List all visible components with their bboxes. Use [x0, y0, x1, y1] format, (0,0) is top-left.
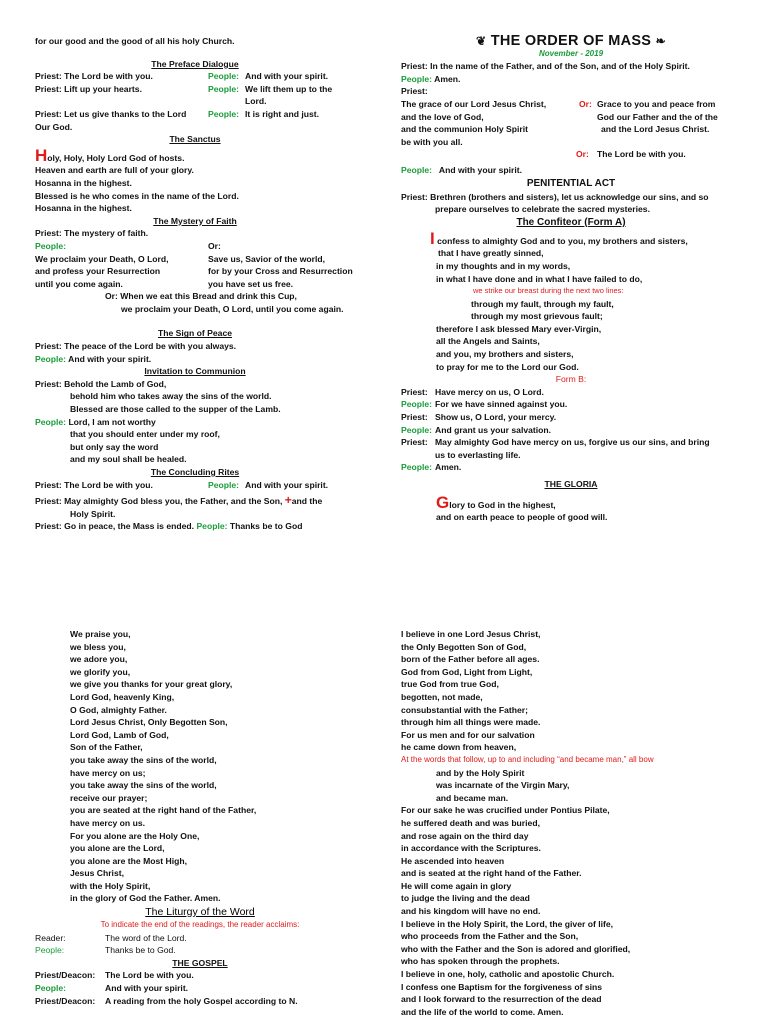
gospel-text: A reading from the holy Gospel according to N.: [105, 995, 298, 1006]
creed-line: I believe in one, holy, catholic and apostolic Church.: [401, 969, 615, 980]
gloria-line: you alone are the Most High,: [70, 855, 187, 866]
order-title: ❦ THE ORDER OF MASS ❧: [476, 33, 666, 49]
opening-people: People: Amen.: [401, 73, 461, 84]
gloria-line: O God, almighty Father.: [70, 704, 167, 715]
form-b-text: For we have sinned against you.: [435, 399, 568, 410]
sanctus-line: Hosanna in the highest.: [35, 177, 132, 188]
gloria-continued: [35, 628, 365, 905]
creed-line: and rose again on the third day: [401, 830, 529, 841]
communion-priest: Blessed are those called to the supper of the Lamb.: [70, 404, 281, 415]
creed-part-b: [401, 767, 741, 805]
people-label: People:: [35, 240, 67, 251]
creed-line: and I look forward to the resurrection of the dead: [401, 994, 602, 1005]
form-b: [401, 386, 741, 474]
greeting-people: People: And with your spirit.: [401, 164, 522, 175]
communion-people: but only say the word: [70, 441, 159, 452]
mystery-title: The Mystery of Faith: [153, 215, 237, 226]
grace-row: be with you all.: [401, 136, 463, 147]
gloria-line: we bless you,: [70, 641, 126, 652]
gloria-line: receive our prayer;: [70, 792, 148, 803]
sanctus-line: Hosanna in the highest.: [35, 203, 132, 214]
confiteor-line: to pray for me to the Lord our God.: [436, 361, 579, 372]
communion-priest: behold him who takes away the sins of the world.: [70, 391, 272, 402]
brethren: prepare ourselves to celebrate the sacred mysteries.: [435, 204, 650, 215]
sanctus-initial: H: [35, 145, 48, 165]
creed-line: who proceeds from the Father and the Son,: [401, 931, 579, 942]
gloria-line: We praise you,: [70, 629, 131, 639]
sanctus-title: The Sanctus: [169, 134, 221, 145]
gloria-line: Son of the Father,: [70, 742, 143, 753]
rites-title: The Concluding Rites: [150, 467, 240, 477]
reader-row: Reader: The word of the Lord.: [35, 932, 187, 943]
creed-line: For us men and for our salvation: [401, 729, 535, 740]
gospel-row: [35, 982, 365, 995]
sanctus-line-1: Holy, Holy, Holy Lord God of hosts.: [35, 145, 185, 165]
mystery-priest: Priest: The mystery of faith.: [35, 228, 149, 239]
gloria-line: Lord Jesus Christ, Only Begotten Son,: [70, 717, 228, 728]
greeting-priest: Priest:: [401, 86, 428, 97]
gloria-line: Jesus Christ,: [70, 868, 124, 879]
lord-or-row: Or: The Lord be with you.: [576, 149, 686, 160]
word-note: To indicate the end of the readings, the reader acclaims:: [100, 920, 300, 930]
creed-line: God from God, Light from Light,: [401, 666, 533, 677]
preface-row: [35, 83, 365, 96]
creed-line: born of the Father before all ages.: [401, 654, 540, 665]
sanctus-line: Blessed is he who comes in the name of the Lord.: [35, 190, 239, 201]
form-b-who: People:: [401, 399, 433, 410]
preface-row: [35, 95, 365, 108]
communion-priest: Priest: Behold the Lamb of God,: [35, 378, 167, 389]
gloria-line: Glory to God in the highest,: [436, 492, 556, 512]
grace-row: and the love of God, God our Father and the of the: [401, 111, 718, 122]
creed-line: and his kingdom will have no end.: [401, 906, 541, 917]
creed-line: and is seated at the right hand of the Father.: [401, 868, 582, 879]
form-b-who: Priest:: [401, 412, 428, 423]
gloria-title: THE GLORIA: [544, 479, 598, 489]
preface-speaker: People:: [208, 108, 240, 119]
creed-line: and the life of the world to come. Amen.: [401, 1006, 564, 1017]
gospel-who: Priest/Deacon:: [35, 970, 96, 981]
form-b-text: Show us, O Lord, your mercy.: [435, 412, 557, 423]
reader-row: People: Thanks be to God.: [35, 945, 176, 956]
preface-right: It is right and just.: [245, 108, 320, 119]
creed-line: begotten, not made,: [401, 691, 483, 702]
creed-line: true God from true God,: [401, 679, 499, 690]
preface-title: The Preface Dialogue: [151, 58, 239, 69]
preface-right: And with your spirit.: [245, 71, 329, 82]
confiteor-line: that I have greatly sinned,: [438, 248, 544, 259]
gloria-line: we give you thanks for your great glory,: [70, 679, 233, 690]
confiteor-title: The Confiteor (Form A): [516, 216, 626, 228]
confiteor-line: and you, my brothers and sisters,: [436, 349, 574, 360]
confiteor-line: through my fault, through my fault,: [471, 298, 614, 309]
preface-left: Priest: Let us give thanks to the Lord: [35, 108, 187, 119]
communion-people: that you should enter under my roof,: [70, 429, 220, 440]
form-b-text: May almighty God have mercy on us, forgive us our sins, and bring: [435, 437, 710, 448]
creed-line: the Only Begotten Son of God,: [401, 641, 527, 652]
creed-line: to judge the living and the dead: [401, 893, 530, 904]
form-b-who: Priest:: [401, 437, 428, 448]
preface-right: Lord.: [245, 96, 267, 107]
gloria-line: in the glory of God the Father. Amen.: [70, 893, 221, 904]
peace-title: The Sign of Peace: [157, 328, 233, 339]
grace-row: The grace of our Lord Jesus Christ, Or: Grace to you and peace from: [401, 98, 716, 109]
panel-top-left: [35, 35, 365, 533]
intro-line: for our good and the good of all his holy Church.: [35, 36, 235, 46]
creed-line: For our sake he was crucified under Pontius Pilate,: [401, 805, 610, 816]
gloria-line: have mercy on us.: [70, 817, 145, 828]
form-b-text: And grant us your salvation.: [435, 424, 552, 435]
creed-part-a: [401, 628, 741, 754]
bow-note: At the words that follow, up to and including “and became man,” all bow: [401, 754, 654, 764]
peace-priest: Priest: The peace of the Lord be with you always.: [35, 341, 237, 352]
creed-line: and became man.: [436, 792, 509, 803]
word-title: The Liturgy of the Word: [145, 906, 255, 919]
form-b-row: [401, 461, 741, 474]
preface-row: [35, 121, 365, 134]
creed-line: and by the Holy Spirit: [436, 767, 525, 778]
creed-line: I believe in the Holy Spirit, the Lord, the giver of life,: [401, 918, 614, 929]
gospel-title: THE GOSPEL: [172, 957, 228, 968]
creed-line: in accordance with the Scriptures.: [401, 843, 541, 854]
mystery-or-line: Or: When we eat this Bread and drink this Cup,: [105, 291, 297, 302]
strike-note: we strike our breast during the next two lines:: [473, 286, 624, 296]
form-b-who: People:: [401, 424, 433, 435]
gloria-line: and on earth peace to people of good will.: [436, 512, 608, 523]
rites-row: Priest: The Lord be with you. People: And with your spirit.: [35, 479, 329, 490]
creed-line: who has spoken through the prophets.: [401, 956, 560, 967]
gloria-line: Lord God, Lamb of God,: [70, 729, 169, 740]
preface-speaker: People:: [208, 83, 240, 94]
rites-bless: Priest: May almighty God bless you, the Father, and the Son, +and the: [35, 493, 323, 508]
gospel-row: [35, 995, 365, 1008]
form-b-row: [401, 424, 741, 437]
confiteor-line: in what I have done and in what I have failed to do,: [436, 273, 643, 284]
creed-line: I believe in one Lord Jesus Christ,: [401, 629, 541, 639]
preface-row: [35, 108, 365, 121]
form-b-who: People:: [401, 462, 433, 473]
panel-top-right: [401, 35, 741, 524]
mystery-row: and profess your Resurrection for by your Cross and Resurrection: [35, 266, 353, 277]
rites-dismissal: Priest: Go in peace, the Mass is ended. People: Thanks be to God: [35, 521, 303, 532]
gospel-who: People:: [35, 983, 67, 994]
opening-priest: Priest: In the name of the Father, and of the Son, and of the Holy Spirit.: [401, 61, 690, 72]
creed-line: consubstantial with the Father;: [401, 704, 529, 715]
gloria-line: For you alone are the Holy One,: [70, 830, 200, 841]
preface-left: Priest: Lift up your hearts.: [35, 83, 142, 94]
creed-line: who with the Father and the Son is adored and glorified,: [401, 943, 631, 954]
gloria-line: have mercy on us;: [70, 767, 146, 778]
form-b-row: [401, 449, 741, 462]
confiteor-line: in my thoughts and in my words,: [436, 260, 571, 271]
preface-row: [35, 70, 365, 83]
gospel-text: The Lord be with you.: [105, 970, 194, 981]
creed-line: I confess one Baptism for the forgiveness of sins: [401, 981, 603, 992]
gospel-text: And with your spirit.: [105, 983, 189, 994]
peace-people: People: And with your spirit.: [35, 353, 152, 364]
sanctus-line: Heaven and earth are full of your glory.: [35, 165, 194, 176]
form-b-text: us to everlasting life.: [435, 449, 521, 460]
form-b-row: [401, 398, 741, 411]
communion-title: Invitation to Communion: [144, 366, 246, 377]
creed-line: he came down from heaven,: [401, 742, 517, 753]
preface-speaker: People:: [208, 71, 240, 82]
creed-line: He ascended into heaven: [401, 855, 505, 866]
form-b-who: Priest:: [401, 386, 428, 397]
or-label: Or:: [208, 240, 221, 251]
form-b-row: [401, 436, 741, 449]
penitential-title: PENITENTIAL ACT: [526, 177, 616, 189]
gloria-line: we adore you,: [70, 654, 128, 665]
gospel-row: [35, 969, 365, 982]
confiteor-line: all the Angels and Saints,: [436, 336, 540, 347]
mystery-row: We proclaim your Death, O Lord, Save us, Savior of the world,: [35, 253, 326, 264]
gloria-line: you are seated at the right hand of the Father,: [70, 805, 257, 816]
mystery-row: until you come again. you have set us free.: [35, 278, 294, 289]
mystery-or-line: we proclaim your Death, O Lord, until you come again.: [121, 303, 344, 314]
gospel-who: Priest/Deacon:: [35, 995, 96, 1006]
preface-left: Our God.: [35, 121, 73, 132]
gloria-line: you take away the sins of the world,: [70, 780, 217, 791]
cross-icon: +: [284, 493, 292, 508]
confiteor-line: therefore I ask blessed Mary ever-Virgin,: [436, 323, 602, 334]
creed-line: through him all things were made.: [401, 717, 541, 728]
creed-line: was incarnate of the Virgin Mary,: [436, 780, 570, 791]
communion-people: and my soul shall be healed.: [70, 454, 187, 465]
flourish-right-icon: ❧: [655, 34, 666, 48]
preface-left: Priest: The Lord be with you.: [35, 71, 153, 82]
gospel-dialogue: [35, 969, 365, 1007]
gloria-line: we glorify you,: [70, 666, 131, 677]
form-b-text: Amen.: [435, 462, 462, 473]
gloria-line: Lord God, heavenly King,: [70, 691, 175, 702]
panel-bottom-right: [401, 628, 741, 1018]
gloria-line: you alone are the Lord,: [70, 843, 165, 854]
gloria-line: with the Holy Spirit,: [70, 880, 151, 891]
form-b-title: Form B:: [555, 374, 587, 385]
preface-right: We lift them up to the: [245, 83, 333, 94]
creed-line: he suffered death and was buried,: [401, 817, 540, 828]
confiteor-line: I confess to almighty God and to you, my brothers and sisters,: [430, 228, 688, 248]
form-b-row: [401, 386, 741, 399]
preface-dialogue: [35, 70, 365, 133]
gloria-line: you take away the sins of the world,: [70, 754, 217, 765]
communion-people: People: Lord, I am not worthy: [35, 416, 156, 427]
flourish-left-icon: ❦: [476, 34, 487, 48]
form-b-row: [401, 411, 741, 424]
creed-part-c: [401, 804, 741, 1018]
confiteor-line: through my most grievous fault;: [471, 311, 603, 322]
creed-line: He will come again in glory: [401, 880, 512, 891]
panel-bottom-left: [35, 628, 365, 1007]
mystery-people-row: [35, 240, 365, 253]
form-b-text: Have mercy on us, O Lord.: [435, 386, 544, 397]
rites-bless: Holy Spirit.: [70, 508, 116, 519]
date-line: November - 2019: [538, 48, 604, 58]
grace-row: and the communion Holy Spirit and the Lord Jesus Christ.: [401, 124, 710, 135]
brethren: Priest: Brethren (brothers and sisters), let us acknowledge our sins, and so: [401, 191, 709, 202]
